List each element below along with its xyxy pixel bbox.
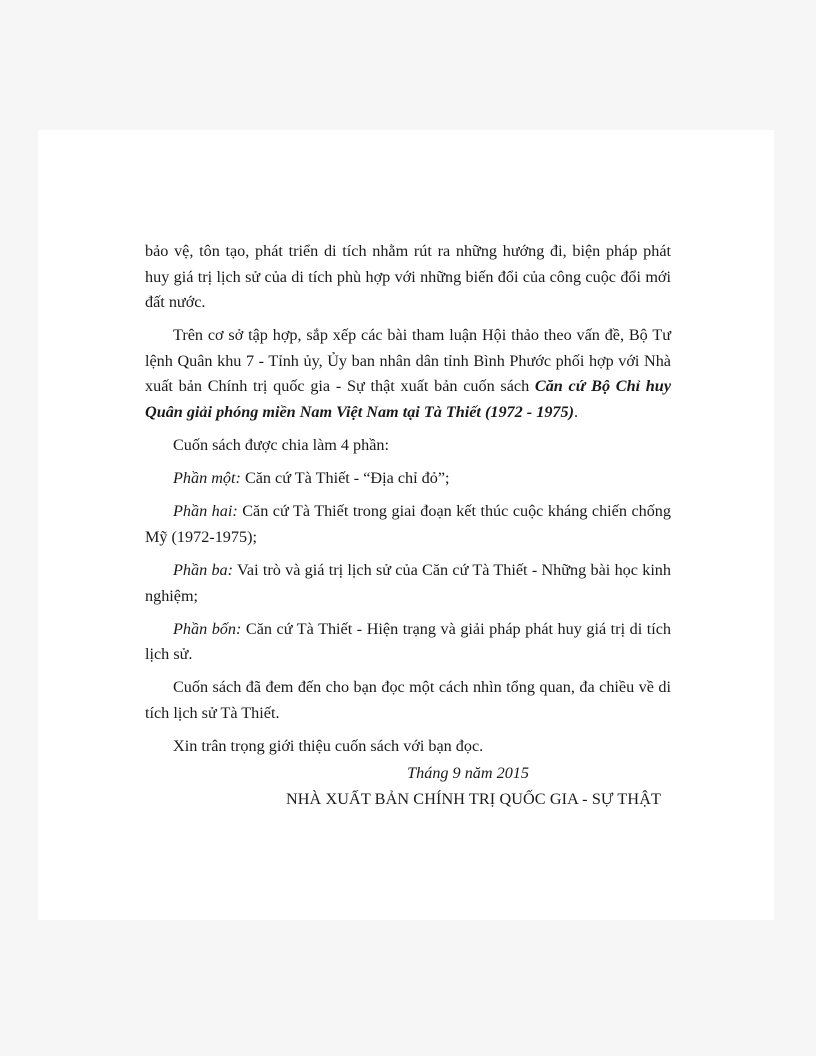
overview-paragraph: Cuốn sách đã đem đến cho bạn đọc một cách nhìn tổng quan, đa chiều về di tích lịch sử Tà Thiết. — [145, 678, 671, 722]
part-item — [145, 466, 671, 492]
structure-intro: Cuốn sách được chia làm 4 phần: — [173, 436, 390, 455]
part-label: Phần hai: — [173, 502, 238, 521]
signature-date: Tháng 9 năm 2015 — [407, 764, 529, 782]
part-item — [145, 558, 671, 609]
part-text: Căn cứ Tà Thiết - “Địa chỉ đỏ”; — [240, 469, 450, 488]
publication-text: Trên cơ sở tập hợp, sắp xếp các bài tham luận Hội thảo theo vấn đề, Bộ Tư lệnh Quân khu 7 - Tỉnh ủy, Ủy ban nhân dân tỉnh Bình Phước phối hợp với Nhà xuất bản Chính trị quốc gia - Sự thật xuất bản cuốn sách — [145, 326, 671, 396]
publication-end: . — [574, 403, 579, 422]
book-title: Căn cứ Bộ Chỉ huy Quân giải phóng miền Nam Việt Nam tại Tà Thiết (1972 - 1975) — [145, 377, 671, 422]
part-label: Phần bốn: — [173, 619, 242, 638]
part-text: Vai trò và giá trị lịch sử của Căn cứ Tà Thiết - Những bài học kinh nghiệm; — [145, 561, 671, 605]
body-text — [145, 239, 671, 767]
intro-paragraph: bảo vệ, tôn tạo, phát triển di tích nhằm rút ra những hướng đi, biện pháp phát huy giá trị lịch sử của di tích phù hợp với những biến đổi của công cuộc đổi mới đất nước. — [145, 242, 671, 312]
part-item — [145, 617, 671, 668]
part-label: Phần một: — [173, 469, 241, 488]
part-text: Căn cứ Tà Thiết trong giai đoạn kết thúc cuộc kháng chiến chống Mỹ (1972-1975); — [145, 502, 671, 546]
signature-block — [145, 760, 671, 812]
part-text: Căn cứ Tà Thiết - Hiện trạng và giải pháp phát huy giá trị di tích lịch sử. — [145, 619, 672, 664]
publication-paragraph — [145, 323, 671, 425]
signature-publisher: NHÀ XUẤT BẢN CHÍNH TRỊ QUỐC GIA - SỰ THẬT — [285, 790, 661, 808]
part-label: Phần ba: — [173, 561, 234, 580]
closing-paragraph: Xin trân trọng giới thiệu cuốn sách với bạn đọc. — [173, 737, 484, 756]
part-item — [145, 499, 671, 550]
